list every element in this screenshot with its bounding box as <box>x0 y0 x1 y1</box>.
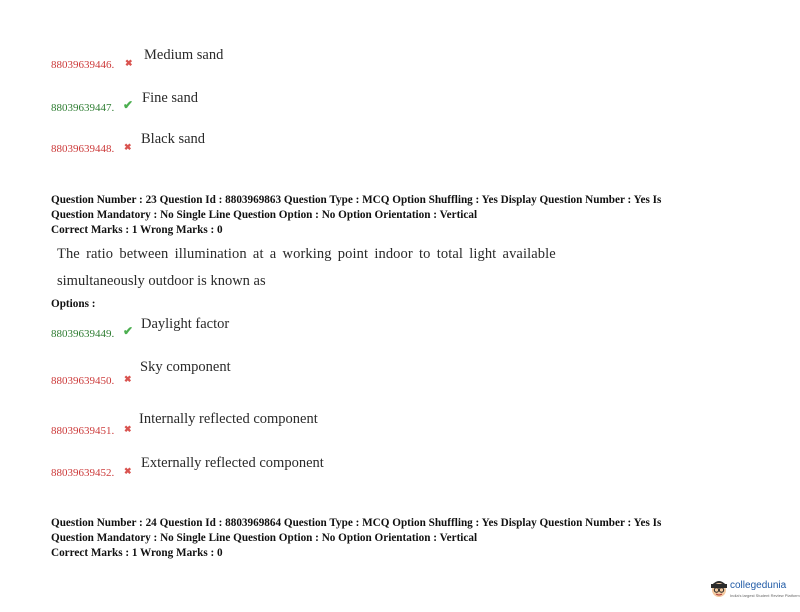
option-text: Fine sand <box>142 90 198 106</box>
option-id: 88039639448. <box>51 143 115 155</box>
wrong-mark-icon: ✖ <box>125 58 133 68</box>
mascot-icon <box>710 578 728 600</box>
option-id: 88039639447. <box>51 102 115 114</box>
question-text <box>57 273 266 290</box>
collegedunia-logo <box>710 578 800 604</box>
logo-name: collegedunia <box>730 580 787 591</box>
wrong-mark-icon: ✖ <box>124 466 132 476</box>
question-marks: Correct Marks : 1 Wrong Marks : 0 <box>51 547 223 559</box>
correct-check-icon: ✔ <box>123 324 134 338</box>
option-id: 88039639452. <box>51 467 115 479</box>
question-text-line: The ratio between illumination at a working point indoor to total light available <box>57 246 556 262</box>
options-label: Options : <box>51 298 96 310</box>
question-meta <box>51 516 661 561</box>
option-text: Internally reflected component <box>139 411 318 427</box>
question-meta-line: Question Mandatory : No Single Line Question Option : No Option Orientation : Vertical <box>51 532 478 544</box>
option-text: Black sand <box>141 131 206 147</box>
logo-tagline: India's largest Student Review Platform <box>730 593 800 598</box>
question-marks: Correct Marks : 1 Wrong Marks : 0 <box>51 224 223 236</box>
question-meta-line: Question Number : 23 Question Id : 8803969863 Question Type : MCQ Option Shuffling : Yes Display Question Number : Yes Is <box>51 194 662 206</box>
option-id: 88039639451. <box>51 425 115 437</box>
question-meta <box>51 193 661 238</box>
question-text-line: simultaneously outdoor is known as <box>57 273 266 289</box>
option-text: Medium sand <box>144 47 224 63</box>
option-id: 88039639446. <box>51 59 115 71</box>
option-id: 88039639449. <box>51 328 115 340</box>
option-text: Sky component <box>140 359 231 375</box>
wrong-mark-icon: ✖ <box>124 142 132 152</box>
option-id: 88039639450. <box>51 375 115 387</box>
option-text: Daylight factor <box>141 316 230 332</box>
correct-check-icon: ✔ <box>123 98 134 112</box>
question-meta-line: Question Number : 24 Question Id : 8803969864 Question Type : MCQ Option Shuffling : Yes Display Question Number : Yes Is <box>51 517 662 529</box>
option-text: Externally reflected component <box>141 455 324 471</box>
question-text <box>57 246 556 263</box>
wrong-mark-icon: ✖ <box>124 374 132 384</box>
question-meta-line: Question Mandatory : No Single Line Question Option : No Option Orientation : Vertical <box>51 209 478 221</box>
wrong-mark-icon: ✖ <box>124 424 132 434</box>
